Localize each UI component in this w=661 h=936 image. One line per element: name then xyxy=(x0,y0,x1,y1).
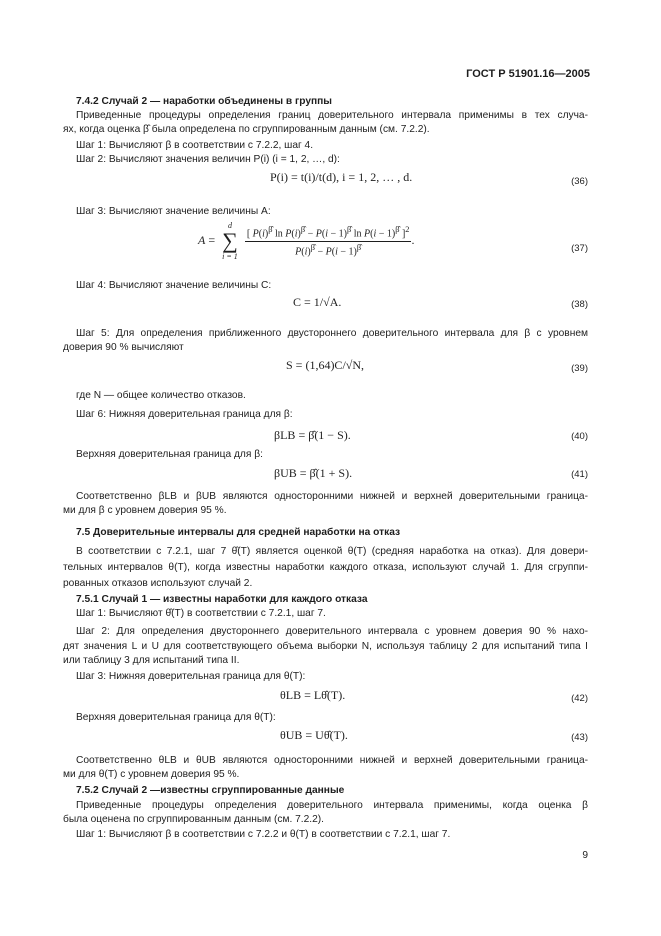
step-1-text: Шаг 1: Вычисляют θ̂(T) в соответствии с 7.2.1, шаг 7. xyxy=(76,608,326,619)
step-1-text: Шаг 1: Вычисляют β в соответствии с 7.2.2, шаг 4. xyxy=(76,140,314,151)
upper-bound-label: Верхняя доверительная граница для β: xyxy=(76,449,263,460)
equation-number-42: (42) xyxy=(571,693,588,704)
step-2-text-line2: дят значения L и U для соответствующего объема выборки N, используя таблицу 2 для испытаний типа I xyxy=(63,641,588,652)
step-3-text: Шаг 3: Вычисляют значение величины A: xyxy=(76,206,271,217)
paragraph-line: В соответствии с 7.2.1, шаг 7 θ̂(T) является оценкой θ(T) (средняя наработка на отказ). Для довери- xyxy=(76,546,588,557)
section-heading-7-5-2: 7.5.2 Случай 2 —известны сгруппированные данные xyxy=(76,785,345,796)
equation-42: θLB = Lθ̂(T). xyxy=(280,688,346,702)
equation-number-36: (36) xyxy=(571,176,588,187)
step-6-text: Шаг 6: Нижняя доверительная граница для β: xyxy=(76,409,293,420)
paragraph-line: была оценена по сгруппированным данным (см. 7.2.2). xyxy=(63,814,325,825)
step-1-text: Шаг 1: Вычисляют β в соответствии с 7.2.2 и θ(T) в соответствии с 7.2.1, шаг 7. xyxy=(76,829,451,840)
step-5-text-line2: доверия 90 % вычисляют xyxy=(63,342,184,353)
equation-37: A = d ∑ i = 1 $\frac{[ P(i)^{\betâ} \ln P(i)^{\betâ} - P(i - 1)^{\betâ} \ln P(i - 1)^{\betâ} ]^2}{P(i)^{\betâ} - P(i - 1)^{\betâ}}$ . xyxy=(198,221,415,261)
step-4-text: Шаг 4: Вычисляют значение величины C: xyxy=(76,280,272,291)
equation-38: C = 1/√A. xyxy=(293,295,342,309)
section-heading-7-5: 7.5 Доверительные интервалы для средней наработки на отказ xyxy=(76,527,401,538)
paragraph-line: Приведенные процедуры определения границ доверительного интервала применимы в тех случа- xyxy=(76,110,588,121)
step-3-text: Шаг 3: Нижняя доверительная граница для θ(T): xyxy=(76,671,306,682)
page-number: 9 xyxy=(582,850,588,861)
equation-41: βUB = β̂(1 + S). xyxy=(274,466,353,480)
equation-39: S = (1,64)C/√N, xyxy=(286,358,365,372)
conclusion-line2: ми для β с уровнем доверия 95 %. xyxy=(63,505,227,516)
step-2-text: Шаг 2: Вычисляют значения величин P(i) (i = 1, 2, …, d): xyxy=(76,154,340,165)
equation-number-40: (40) xyxy=(571,431,588,442)
equation-40: βLB = β̂(1 − S). xyxy=(274,428,351,442)
upper-bound-label: Верхняя доверительная граница для θ(T): xyxy=(76,712,276,723)
step-2-text-line1: Шаг 2: Для определения двустороннего доверительного интервала с уровнем доверия 90 % нахо- xyxy=(76,626,588,637)
paragraph-line: Приведенные процедуры определения доверительного интервала применимы, когда оценка β xyxy=(76,800,588,811)
equation-number-39: (39) xyxy=(571,363,588,374)
document-header-id: ГОСТ Р 51901.16—2005 xyxy=(466,68,590,80)
paragraph-line: тельных интервалов θ(T), когда известны наработки каждого отказа, используют случай 1. Для сгруппи- xyxy=(63,562,588,573)
summation-symbol: d ∑ i = 1 xyxy=(222,221,238,261)
paragraph-line: рованных отказов используют случай 2. xyxy=(63,578,253,589)
equation-number-43: (43) xyxy=(571,732,588,743)
step-2-text-line3: или таблицу 3 для испытаний типа II. xyxy=(63,655,240,666)
step-5-text-line1: Шаг 5: Для определения приближенного двустороннего доверительного интервала для β с уровнем xyxy=(76,328,588,339)
where-n-text: где N — общее количество отказов. xyxy=(76,390,246,401)
section-heading-7-4-2: 7.4.2 Случай 2 — наработки объединены в группы xyxy=(76,96,332,107)
paragraph-line: ях, когда оценка β̂ была определена по сгруппированным данным (см. 7.2.2). xyxy=(63,124,430,135)
conclusion-line2: ми для θ(T) с уровнем доверия 95 %. xyxy=(63,769,240,780)
equation-number-38: (38) xyxy=(571,299,588,310)
equation-36: P(i) = t(i)/t(d), i = 1, 2, … , d. xyxy=(270,170,413,184)
conclusion-line1: Соответственно βLB и βUB являются односторонними нижней и верхней доверительными граница- xyxy=(76,491,588,502)
equation-43: θUB = Uθ̂(T). xyxy=(280,728,348,742)
section-heading-7-5-1: 7.5.1 Случай 1 — известны наработки для каждого отказа xyxy=(76,594,368,605)
equation-number-37: (37) xyxy=(571,243,588,254)
equation-number-41: (41) xyxy=(571,469,588,480)
conclusion-line1: Соответственно θLB и θUB являются односторонними нижней и верхней доверительными граница- xyxy=(76,755,588,766)
